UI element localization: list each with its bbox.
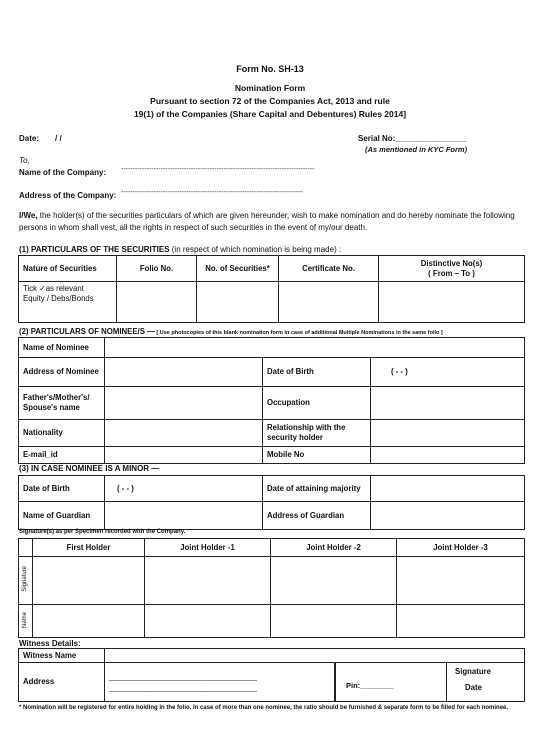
guardian-name-label: Name of Guardian (19, 502, 105, 530)
witness-right-cell (336, 663, 525, 702)
name-row-text: Name (21, 611, 28, 628)
witness-signature-label: Signature (455, 667, 491, 676)
section1-heading (19, 245, 341, 254)
col-distinctive-label: Distinctive No(s) (420, 258, 483, 268)
section1-title: (1) PARTICULARS OF THE SECURITIES (19, 245, 170, 254)
joint-holder-3-name[interactable] (397, 605, 525, 638)
minor-dob-label: Date of Birth (19, 476, 105, 502)
form-subtitle-1: Pursuant to section 72 of the Companies Act, 2013 and rule (150, 96, 390, 106)
witness-date-label: Date (465, 682, 482, 692)
joint-holder-3-signature[interactable] (397, 557, 525, 605)
tick-note: Tick ✓as relevant (23, 284, 84, 293)
to-label: To, (19, 156, 30, 165)
joint-holder-2-label: Joint Holder -2 (271, 539, 397, 557)
witness-sig-date (446, 663, 491, 701)
witness-address-line-1: ______________________________________ (109, 673, 257, 681)
signature-note: Signature(s) as per Specimen recorded with the Company. (19, 529, 186, 535)
sig-row-label (19, 557, 33, 605)
col-distinctive-range: ( From – To ) (428, 268, 475, 278)
minor-majority-cell[interactable] (371, 476, 525, 502)
witness-pin-field[interactable]: Pin:________ (346, 681, 394, 690)
first-holder-signature[interactable] (33, 557, 145, 605)
witness-address-label: Address (19, 663, 105, 702)
witness-name-cell[interactable] (105, 649, 525, 663)
witness-address-cell[interactable] (105, 663, 335, 702)
section2-heading (19, 327, 443, 336)
form-subtitle-2: 19(1) of the Companies (Share Capital and Debentures) Rules 2014] (133, 109, 407, 119)
first-holder-label: First Holder (33, 539, 145, 557)
intro-lead: I/We, (19, 211, 38, 220)
joint-holder-2-name[interactable] (271, 605, 397, 638)
nominee-email-cell[interactable] (105, 447, 263, 464)
nominee-nationality-label: Nationality (19, 420, 105, 447)
certificate-cell[interactable] (279, 282, 379, 323)
witness-name-label: Witness Name (19, 649, 105, 663)
intro-paragraph (19, 210, 524, 233)
form-number: Form No. SH-13 (236, 64, 304, 74)
nominee-father-cell[interactable] (105, 387, 263, 420)
date-field[interactable]: / / (55, 134, 62, 143)
col-certificate: Certificate No. (279, 256, 379, 282)
form-title: Nomination Form (234, 83, 306, 93)
nominee-relationship-cell[interactable] (371, 420, 525, 447)
company-address-label: Address of the Company: (19, 191, 117, 200)
col-distinctive (379, 256, 525, 282)
company-address-line[interactable]: ------------------------------------------------------------------------------ (121, 189, 303, 196)
date-label: Date: (19, 134, 40, 143)
guardian-address-cell[interactable] (371, 502, 525, 530)
section1-note: (in respect of which nomination is being made) : (169, 245, 342, 254)
signatures-table (18, 538, 525, 638)
nominee-name-cell[interactable] (105, 338, 525, 358)
witness-title: Witness Details: (19, 639, 81, 648)
joint-holder-1-label: Joint Holder -1 (145, 539, 271, 557)
col-no-securities: No. of Securities* (197, 256, 279, 282)
nominee-address-cell[interactable] (105, 358, 263, 387)
guardian-name-cell[interactable] (105, 502, 263, 530)
minor-majority-label: Date of attaining majority (263, 476, 371, 502)
name-row-label (19, 605, 33, 638)
witness-table (18, 648, 525, 702)
guardian-address-label: Address of Guardian (263, 502, 371, 530)
minor-table (18, 475, 525, 530)
sig-row-text: Signature (21, 566, 28, 592)
folio-cell[interactable] (117, 282, 197, 323)
joint-holder-1-name[interactable] (145, 605, 271, 638)
joint-holder-3-label: Joint Holder -3 (397, 539, 525, 557)
nominee-table (18, 337, 525, 464)
serial-number-field[interactable]: Serial No:________________ (358, 134, 467, 143)
company-name-label: Name of the Company: (19, 168, 107, 177)
joint-holder-1-signature[interactable] (145, 557, 271, 605)
section3-title: (3) IN CASE NOMINEE IS A MINOR — (19, 464, 160, 473)
section2-note: [ Use photocopies of this blank nomination form in case of additional Multiple Nominations in the same folio ] (154, 330, 443, 336)
nominee-mobile-label: Mobile No (263, 447, 371, 464)
no-securities-cell[interactable] (197, 282, 279, 323)
col-nature: Nature of Securities (19, 256, 117, 282)
nominee-relationship-label: Relationship with the security holder (263, 420, 371, 447)
joint-holder-2-signature[interactable] (271, 557, 397, 605)
sig-corner (19, 539, 33, 557)
nominee-father-label: Father's/Mother's/ Spouse's name (19, 387, 105, 420)
nominee-occupation-cell[interactable] (371, 387, 525, 420)
securities-table (18, 255, 525, 323)
nominee-mobile-cell[interactable] (371, 447, 525, 464)
minor-dob-cell[interactable]: ( - - ) (105, 476, 263, 502)
distinctive-cell[interactable] (379, 282, 525, 323)
serial-note: (As mentioned in KYC Form) (365, 145, 468, 154)
footnote: * Nomination will be registered for entire holding in the folio. In case of more than one nominee, the ratio should be furnished & separate form to be filled for each nominee. (19, 705, 509, 711)
nominee-email-label: E-mail_id (19, 447, 105, 464)
company-name-line[interactable]: ----------------------------------------------------------------------------------- (121, 166, 315, 173)
nominee-dob-label: Date of Birth (263, 358, 371, 387)
nature-cell[interactable] (19, 282, 117, 323)
equity-option: Equity / Debs/Bonds (23, 293, 94, 303)
intro-text: the holder(s) of the securities particulars of which are given hereunder, wish to make nomination and do hereby nominate the following persons in whom shall vest, all the rights in respect of such securities in the event of my/our death. (19, 211, 515, 232)
nominee-occupation-label: Occupation (263, 387, 371, 420)
first-holder-name[interactable] (33, 605, 145, 638)
section2-title: (2) PARTICULARS OF NOMINEE/S — (19, 327, 155, 336)
nominee-dob-cell[interactable]: ( - - ) (371, 358, 525, 387)
nominee-name-label: Name of Nominee (19, 338, 105, 358)
col-folio: Folio No. (117, 256, 197, 282)
nominee-nationality-cell[interactable] (105, 420, 263, 447)
nominee-address-label: Address of Nominee (19, 358, 105, 387)
witness-address-line-2: ______________________________________ (109, 684, 257, 692)
